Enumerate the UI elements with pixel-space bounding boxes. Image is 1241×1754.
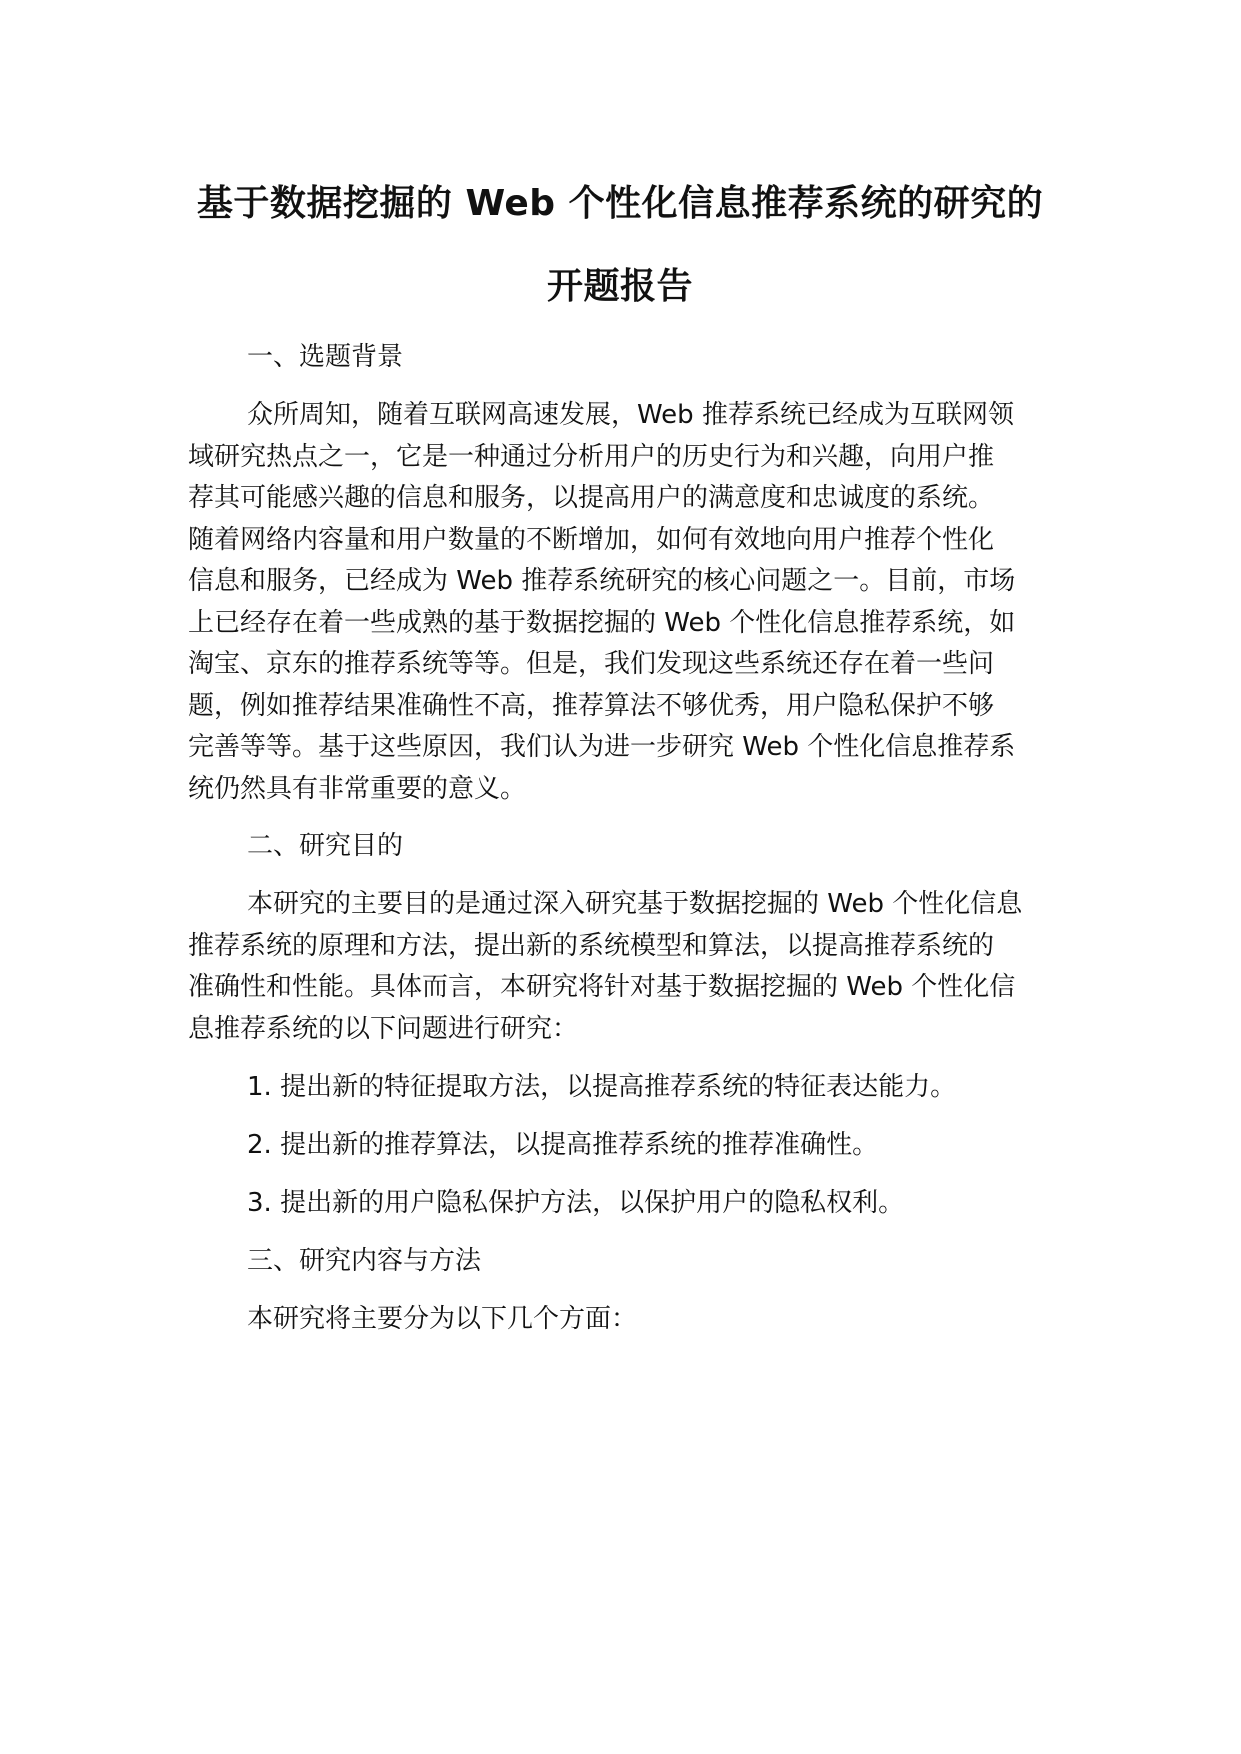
document-title-line2: 开题报告	[546, 266, 693, 307]
section1-paragraph-line: 淘宝、京东的推荐系统等等。但是，我们发现这些系统还存在着一些问	[188, 649, 995, 679]
section2-paragraph-line: 准确性和性能。具体而言，本研究将针对基于数据挖掘的 Web 个性化信	[188, 972, 1016, 1002]
section2-paragraph-line: 息推荐系统的以下问题进行研究：	[188, 1014, 579, 1044]
section2-paragraph-line: 推荐系统的原理和方法，提出新的系统模型和算法，以提高推荐系统的	[188, 931, 995, 961]
section2-paragraph-line: 本研究的主要目的是通过深入研究基于数据挖掘的 Web 个性化信息	[247, 889, 1023, 919]
section1-paragraph-line: 统仍然具有非常重要的意义。	[188, 774, 527, 804]
document-title-line1: 基于数据挖掘的 Web 个性化信息推荐系统的研究的	[196, 183, 1044, 224]
section1-paragraph-line: 域研究热点之一，它是一种通过分析用户的历史行为和兴趣，向用户推	[188, 442, 995, 472]
section3-heading: 三、研究内容与方法	[247, 1246, 482, 1276]
list-item: 2. 提出新的推荐算法，以提高推荐系统的推荐准确性。	[247, 1130, 879, 1160]
section1-paragraph-line: 众所周知，随着互联网高速发展，Web 推荐系统已经成为互联网领	[247, 400, 1014, 430]
section1-paragraph-line: 上已经存在着一些成熟的基于数据挖掘的 Web 个性化信息推荐系统，如	[188, 608, 1016, 638]
list-item: 3. 提出新的用户隐私保护方法，以保护用户的隐私权利。	[247, 1188, 905, 1218]
section2-heading: 二、研究目的	[247, 831, 404, 861]
section1-paragraph-line: 荐其可能感兴趣的信息和服务，以提高用户的满意度和忠诚度的系统。	[188, 483, 995, 513]
section3-intro: 本研究将主要分为以下几个方面：	[247, 1304, 638, 1334]
list-item: 1. 提出新的特征提取方法，以提高推荐系统的特征表达能力。	[247, 1072, 957, 1102]
section1-paragraph-line: 题，例如推荐结果准确性不高，推荐算法不够优秀，用户隐私保护不够	[188, 691, 995, 721]
section1-paragraph-line: 信息和服务，已经成为 Web 推荐系统研究的核心问题之一。目前，市场	[188, 566, 1016, 596]
section1-heading: 一、选题背景	[247, 342, 404, 372]
section1-paragraph-line: 随着网络内容量和用户数量的不断增加，如何有效地向用户推荐个性化	[188, 525, 995, 555]
section1-paragraph-line: 完善等等。基于这些原因，我们认为进一步研究 Web 个性化信息推荐系	[188, 732, 1016, 762]
